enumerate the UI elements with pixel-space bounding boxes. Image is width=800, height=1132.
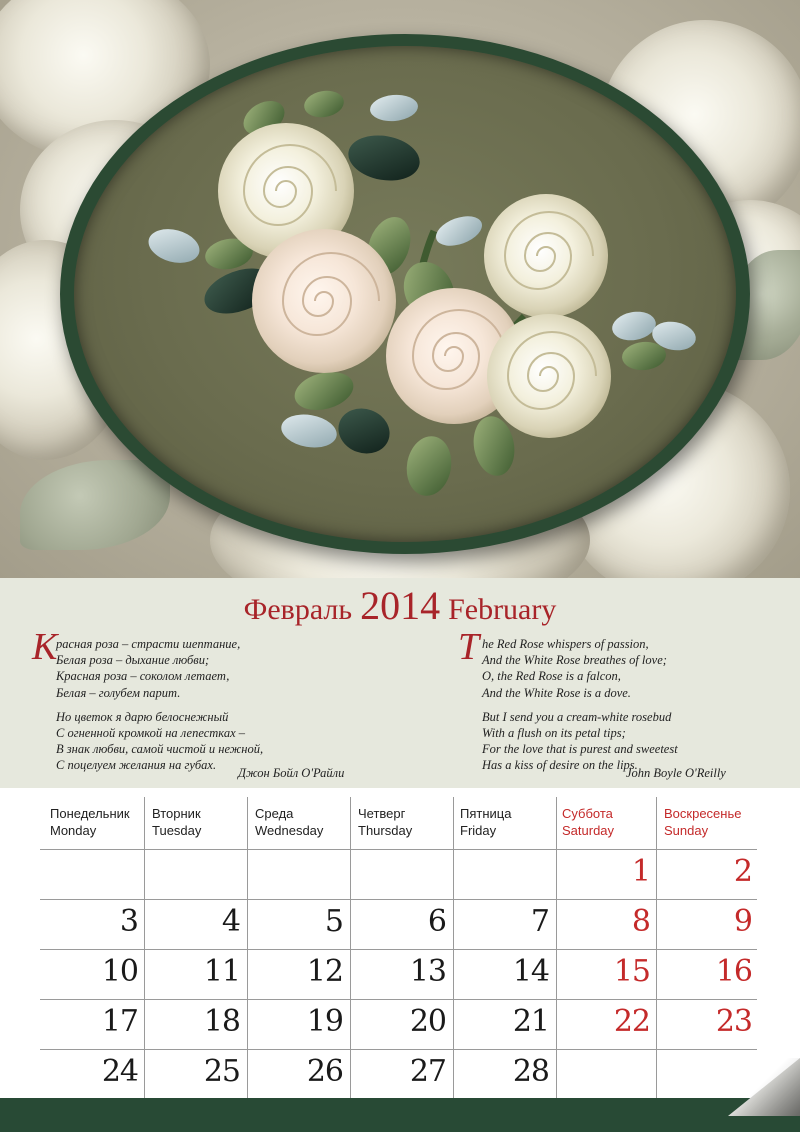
weekday-friday: Пятница Friday	[460, 806, 512, 838]
poem-english	[458, 626, 782, 774]
day-cell: 23	[715, 1004, 752, 1039]
day-cell: 1	[631, 854, 650, 889]
poem-line: he Red Rose whispers of passion,	[482, 637, 649, 651]
day-cell: 21	[512, 1004, 549, 1039]
poem-line: With a flush on its petal tips;	[482, 726, 626, 741]
day-cell: 6	[427, 904, 446, 939]
poem-line: Красная роза – соколом летает,	[56, 669, 230, 684]
day-cell: 11	[203, 954, 240, 989]
day-cell: 10	[101, 954, 138, 989]
grid-line	[656, 797, 657, 1101]
day-cell: 7	[530, 904, 549, 939]
poem-line: С поцелуем желания на губах.	[56, 758, 217, 773]
weekday-sunday: Воскресенье Sunday	[664, 806, 742, 838]
day-cell: 22	[613, 1004, 650, 1039]
poem-line: For the love that is purest and sweetest	[482, 742, 678, 757]
day-cell: 2	[733, 854, 752, 889]
poem-line: Белая – голубем парит.	[56, 685, 181, 700]
day-cell: 3	[119, 904, 138, 939]
oval-felt-panel	[74, 46, 736, 542]
bottom-strip	[0, 1098, 800, 1132]
poem-line: В знак любви, самой чистой и нежной,	[56, 742, 264, 757]
grid-line	[40, 949, 757, 950]
poem-line: Но цветок я дарю белоснежный	[56, 709, 229, 724]
poem-line: O, the Red Rose is a falcon,	[482, 669, 621, 684]
poem-russian	[32, 626, 386, 774]
weekday-saturday: Суббота Saturday	[562, 806, 615, 838]
day-cell: 18	[203, 1004, 240, 1039]
day-cell: 28	[512, 1054, 549, 1089]
day-cell: 5	[324, 904, 343, 939]
poem-line: And the White Rose breathes of love;	[482, 653, 667, 668]
day-cell: 8	[631, 904, 650, 939]
day-cell: 9	[733, 904, 752, 939]
day-cell: 19	[306, 1004, 343, 1039]
poem-line: расная роза – страсти шептание,	[56, 637, 241, 651]
weekday-thursday: Четверг Thursday	[358, 806, 413, 838]
page-curl-shadow	[728, 1058, 800, 1116]
rose	[484, 194, 608, 318]
poem-line: Белая роза – дыхание любви;	[56, 653, 210, 668]
day-cell: 20	[409, 1004, 446, 1039]
day-cell: 15	[613, 954, 650, 989]
year: 2014	[360, 583, 441, 628]
poem-line: But I send you a cream-white rosebud	[482, 709, 672, 724]
weekday-tuesday: Вторник Tuesday	[152, 806, 202, 838]
poem-line: Has a kiss of desire on the lips.	[482, 758, 638, 773]
weekday-wednesday: Среда Wednesday	[255, 806, 324, 838]
day-cell: 27	[409, 1054, 446, 1089]
poem-line: And the White Rose is a dove.	[482, 685, 631, 700]
day-cell: 12	[306, 954, 343, 989]
day-cell: 25	[203, 1054, 240, 1089]
drop-cap: T	[458, 626, 480, 668]
rose	[252, 229, 396, 373]
grid-line	[40, 899, 757, 900]
grid-line	[556, 797, 557, 1101]
grid-line	[40, 999, 757, 1000]
rose	[487, 314, 611, 438]
day-cell: 26	[306, 1054, 343, 1089]
day-cell: 4	[221, 904, 240, 939]
ribbon-roses-illustration	[74, 46, 736, 542]
grid-line	[40, 849, 757, 850]
day-cell: 13	[409, 954, 446, 989]
poem-line: С огненной кромкой на лепестках –	[56, 726, 246, 741]
day-cell: 16	[715, 954, 752, 989]
day-cell: 17	[101, 1004, 138, 1039]
month-name-ru: Февраль	[243, 593, 353, 626]
drop-cap: К	[32, 626, 58, 668]
day-cell: 14	[512, 954, 549, 989]
poem-author-en: John Boyle O'Reilly	[626, 766, 726, 780]
poem-author-ru: Джон Бойл О'Райли	[238, 766, 345, 780]
day-cell: 24	[101, 1054, 138, 1089]
grid-line	[40, 1049, 757, 1050]
background-leaf	[20, 460, 170, 550]
month-name-en: February	[448, 593, 557, 626]
month-title	[0, 582, 800, 629]
weekday-monday: Понедельник Monday	[50, 806, 130, 838]
